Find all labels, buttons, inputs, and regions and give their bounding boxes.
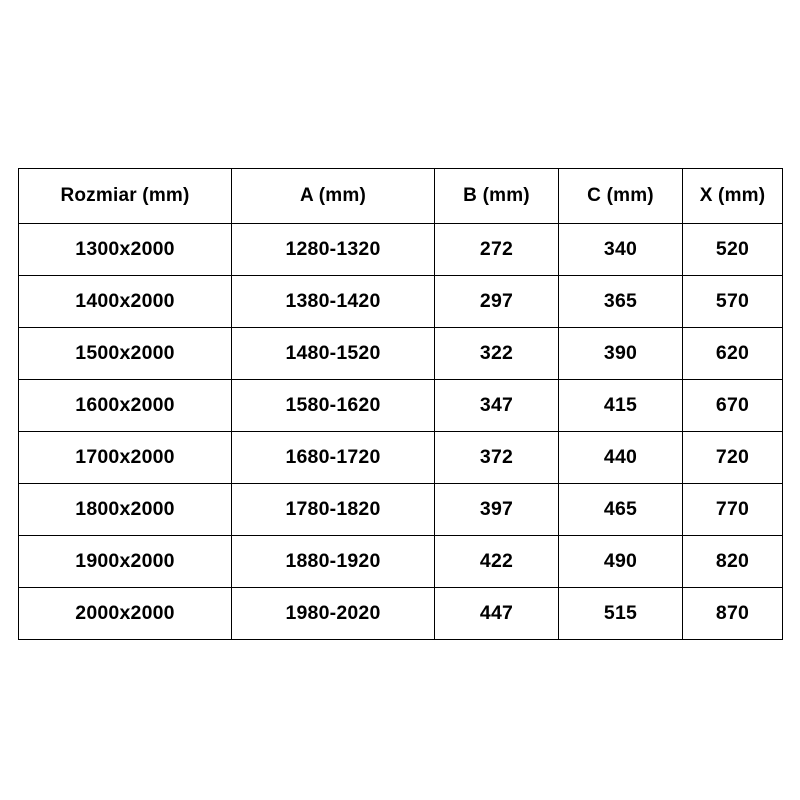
column-header-x: X (mm) — [683, 169, 783, 224]
cell-c: 465 — [559, 484, 683, 536]
cell-x: 570 — [683, 276, 783, 328]
table-row — [19, 224, 783, 276]
size-table — [18, 168, 783, 640]
cell-size: 1500x2000 — [19, 328, 232, 380]
column-header-a: A (mm) — [232, 169, 435, 224]
cell-a: 1980-2020 — [232, 588, 435, 640]
cell-b: 272 — [435, 224, 559, 276]
cell-b: 347 — [435, 380, 559, 432]
cell-c: 440 — [559, 432, 683, 484]
cell-size: 1600x2000 — [19, 380, 232, 432]
table-row — [19, 536, 783, 588]
cell-x: 820 — [683, 536, 783, 588]
cell-c: 340 — [559, 224, 683, 276]
cell-size: 1900x2000 — [19, 536, 232, 588]
cell-c: 390 — [559, 328, 683, 380]
table-header — [19, 169, 783, 224]
table-row — [19, 588, 783, 640]
cell-b: 422 — [435, 536, 559, 588]
cell-c: 365 — [559, 276, 683, 328]
cell-b: 447 — [435, 588, 559, 640]
cell-size: 1300x2000 — [19, 224, 232, 276]
table-row — [19, 328, 783, 380]
cell-b: 322 — [435, 328, 559, 380]
cell-x: 770 — [683, 484, 783, 536]
cell-c: 415 — [559, 380, 683, 432]
cell-a: 1580-1620 — [232, 380, 435, 432]
cell-x: 520 — [683, 224, 783, 276]
cell-a: 1380-1420 — [232, 276, 435, 328]
cell-b: 397 — [435, 484, 559, 536]
cell-size: 2000x2000 — [19, 588, 232, 640]
cell-c: 490 — [559, 536, 683, 588]
column-header-b: B (mm) — [435, 169, 559, 224]
size-table-container — [18, 168, 782, 640]
cell-x: 670 — [683, 380, 783, 432]
cell-b: 372 — [435, 432, 559, 484]
cell-b: 297 — [435, 276, 559, 328]
cell-x: 870 — [683, 588, 783, 640]
table-body — [19, 224, 783, 640]
table-row — [19, 276, 783, 328]
column-header-rozmiar: Rozmiar (mm) — [19, 169, 232, 224]
cell-a: 1780-1820 — [232, 484, 435, 536]
cell-a: 1880-1920 — [232, 536, 435, 588]
cell-size: 1800x2000 — [19, 484, 232, 536]
table-row — [19, 432, 783, 484]
cell-x: 620 — [683, 328, 783, 380]
cell-size: 1700x2000 — [19, 432, 232, 484]
cell-a: 1480-1520 — [232, 328, 435, 380]
table-header-row — [19, 169, 783, 224]
table-row — [19, 484, 783, 536]
cell-a: 1680-1720 — [232, 432, 435, 484]
cell-a: 1280-1320 — [232, 224, 435, 276]
cell-x: 720 — [683, 432, 783, 484]
cell-size: 1400x2000 — [19, 276, 232, 328]
column-header-c: C (mm) — [559, 169, 683, 224]
table-row — [19, 380, 783, 432]
cell-c: 515 — [559, 588, 683, 640]
